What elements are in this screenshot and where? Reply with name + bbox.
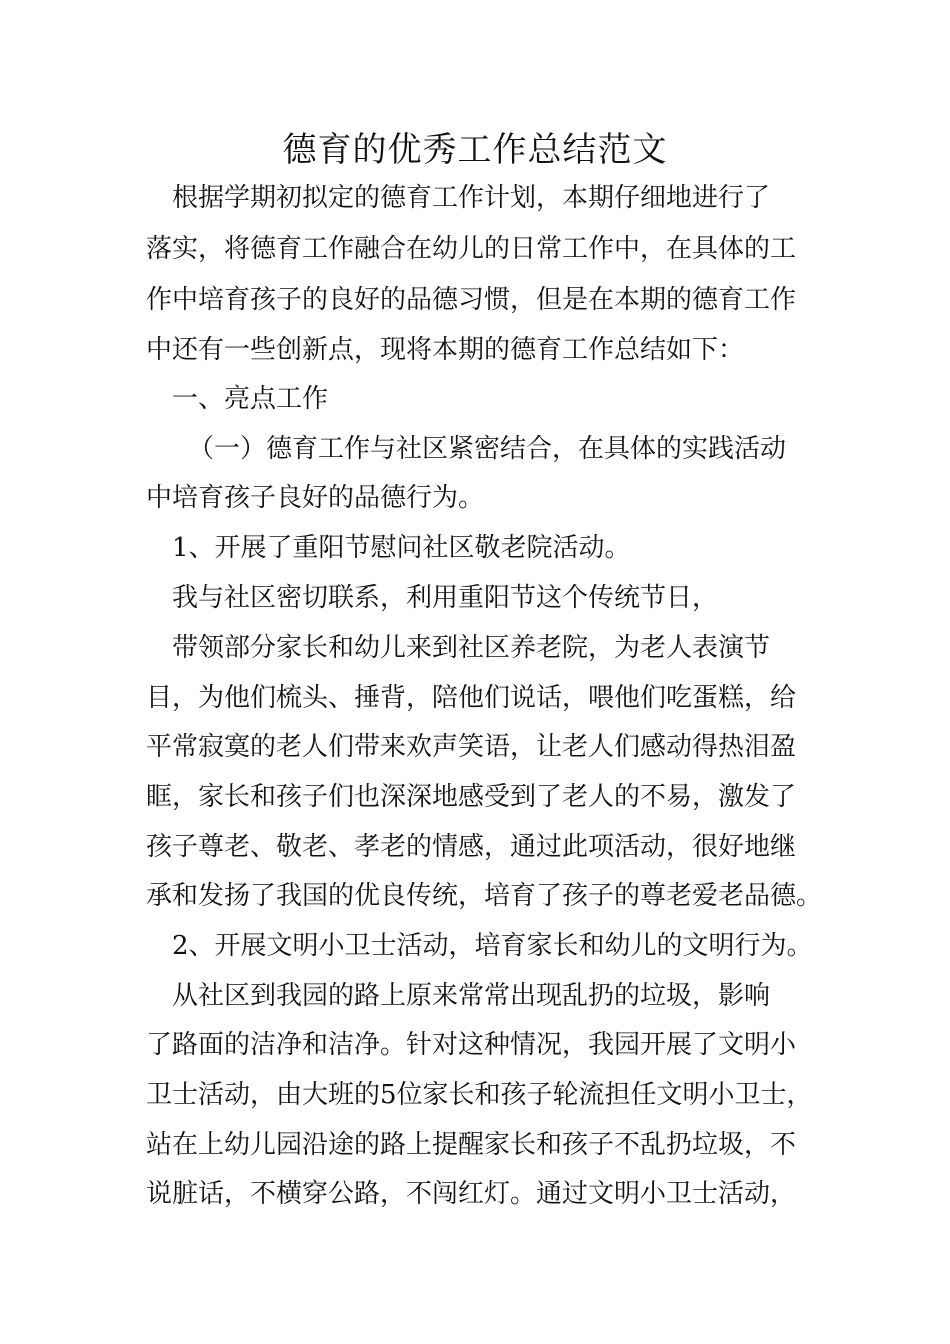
paragraph-line: 卫士活动，由大班的5位家长和孩子轮流担任文明小卫士， — [146, 1080, 813, 1110]
paragraph-line: 孩子尊老、敬老、孝老的情感，通过此项活动，很好地继 — [146, 832, 797, 862]
paragraph-line: 目，为他们梳头、捶背，陪他们说话，喂他们吃蛋糕，给 — [146, 683, 797, 713]
paragraph-line: 落实，将德育工作融合在幼儿的日常工作中，在具体的工 — [146, 234, 797, 264]
item-heading: 2、开展文明小卫士活动，培育家长和幼儿的文明行为。 — [146, 931, 813, 961]
document-title: 德育的优秀工作总结范文 — [282, 130, 668, 170]
paragraph-line: 了路面的洁净和洁净。针对这种情况，我园开展了文明小 — [146, 1030, 797, 1060]
paragraph-line: 根据学期初拟定的德育工作计划，本期仔细地进行了 — [146, 183, 771, 213]
paragraph-line: 从社区到我园的路上原来常常出现乱扔的垃圾，影响 — [146, 981, 771, 1011]
paragraph-line: 中还有一些创新点，现将本期的德育工作总结如下： — [146, 335, 745, 365]
paragraph-line: 平常寂寞的老人们带来欢声笑语，让老人们感动得热泪盈 — [146, 732, 797, 762]
paragraph-line: 带领部分家长和幼儿来到社区养老院，为老人表演节 — [146, 633, 771, 663]
paragraph-line: 我与社区密切联系，利用重阳节这个传统节日， — [146, 583, 719, 613]
paragraph-line: 作中培育孩子的良好的品德习惯，但是在本期的德育工作 — [146, 285, 797, 315]
section-heading: 一、亮点工作 — [146, 384, 329, 414]
paragraph-line: 站在上幼儿园沿途的路上提醒家长和孩子不乱扔垃圾，不 — [146, 1130, 797, 1160]
paragraph-line: 承和发扬了我国的优良传统，培育了孩子的尊老爱老品德。 — [146, 881, 823, 911]
paragraph-line: 中培育孩子良好的品德行为。 — [146, 483, 485, 513]
paragraph-line: 眶，家长和孩子们也深深地感受到了老人的不易，激发了 — [146, 782, 797, 812]
subsection-heading: （一）德育工作与社区紧密结合，在具体的实践活动 — [188, 434, 787, 464]
paragraph-line: 说脏话，不横穿公路，不闯红灯。通过文明小卫士活动， — [146, 1179, 797, 1209]
item-heading: 1、开展了重阳节慰问社区敬老院活动。 — [146, 533, 631, 563]
